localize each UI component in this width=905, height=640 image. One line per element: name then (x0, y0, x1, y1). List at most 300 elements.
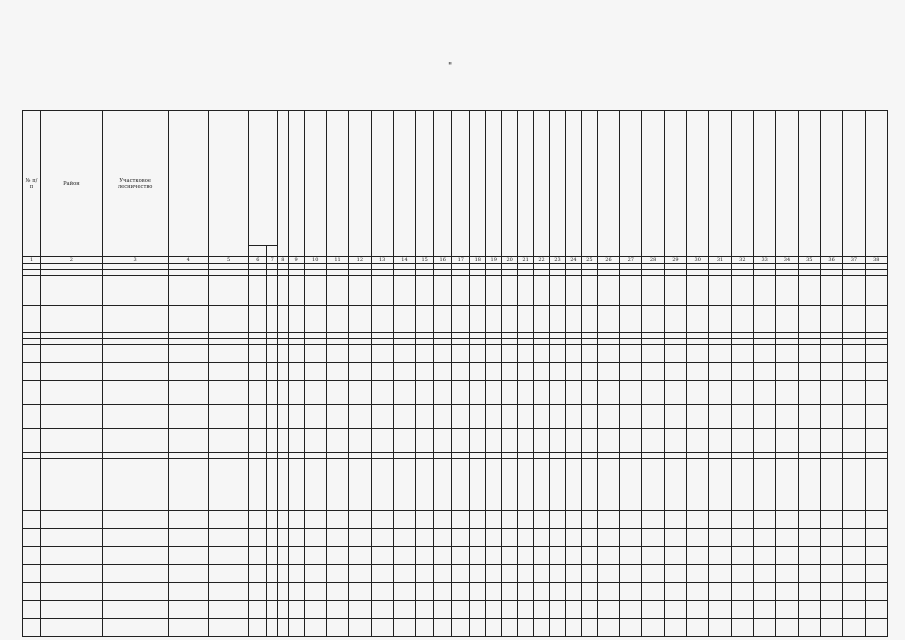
table-cell (534, 529, 550, 547)
table-cell (664, 345, 686, 363)
table-cell (208, 306, 248, 333)
table-cell (843, 547, 865, 565)
column-header (642, 111, 664, 257)
column-number: 13 (371, 257, 393, 264)
table-cell (326, 583, 348, 601)
table-cell (518, 459, 534, 511)
table-cell (597, 565, 619, 583)
table-cell (416, 363, 434, 381)
table-cell (326, 306, 348, 333)
table-cell (597, 459, 619, 511)
table-cell (168, 601, 208, 619)
table-cell (550, 511, 566, 529)
table-cell (23, 511, 41, 529)
table-cell (434, 381, 452, 405)
table-cell (304, 601, 326, 619)
table-cell (371, 601, 393, 619)
table-cell (642, 511, 664, 529)
table-cell (470, 529, 486, 547)
table-cell (278, 565, 289, 583)
table-cell (754, 276, 776, 306)
table-cell (843, 306, 865, 333)
table-cell (664, 547, 686, 565)
table-cell (865, 306, 887, 333)
table-cell (776, 405, 798, 429)
table-cell (518, 619, 534, 637)
table-cell (416, 619, 434, 637)
table-cell (168, 381, 208, 405)
table-cell (550, 565, 566, 583)
table-cell (288, 619, 304, 637)
table-cell (776, 547, 798, 565)
table-cell (620, 276, 642, 306)
table-body (23, 264, 888, 637)
table-cell (798, 565, 820, 583)
table-cell (502, 276, 518, 306)
table-cell (664, 429, 686, 453)
table-cell (709, 511, 731, 529)
table-cell (23, 276, 41, 306)
table-cell (709, 429, 731, 453)
table-cell (278, 429, 289, 453)
table-cell (249, 363, 267, 381)
table-cell (620, 529, 642, 547)
table-cell (249, 345, 267, 363)
table-cell (452, 547, 470, 565)
table-cell (434, 345, 452, 363)
table-cell (393, 565, 415, 583)
table-cell (486, 565, 502, 583)
column-header (581, 111, 597, 257)
table-cell (486, 619, 502, 637)
table-cell (565, 601, 581, 619)
table-cell (486, 276, 502, 306)
column-header (168, 111, 208, 257)
table-cell (664, 306, 686, 333)
column-header (208, 111, 248, 257)
table-cell (371, 529, 393, 547)
table-cell (434, 601, 452, 619)
table-cell (278, 547, 289, 565)
table-cell (798, 547, 820, 565)
table-cell (534, 565, 550, 583)
column-number: 16 (434, 257, 452, 264)
table-cell (518, 429, 534, 453)
table-cell (208, 345, 248, 363)
table-cell (102, 459, 168, 511)
table-cell (326, 601, 348, 619)
table-cell (371, 619, 393, 637)
table-cell (41, 529, 103, 547)
table-cell (865, 345, 887, 363)
table-cell (208, 565, 248, 583)
table-cell (731, 547, 753, 565)
table-cell (664, 511, 686, 529)
table-cell (820, 381, 842, 405)
table-cell (486, 381, 502, 405)
table-cell (518, 565, 534, 583)
table-cell (597, 429, 619, 453)
table-cell (731, 619, 753, 637)
table-row (23, 345, 888, 363)
table-cell (843, 363, 865, 381)
column-number: 22 (534, 257, 550, 264)
table-cell (620, 363, 642, 381)
table-cell (288, 601, 304, 619)
table-cell (288, 381, 304, 405)
table-cell (754, 405, 776, 429)
table-cell (518, 363, 534, 381)
table-cell (664, 529, 686, 547)
table-cell (687, 565, 709, 583)
table-cell (393, 345, 415, 363)
scan-mark: " (448, 62, 453, 72)
table-cell (731, 529, 753, 547)
column-number: 15 (416, 257, 434, 264)
table-cell (102, 405, 168, 429)
table-cell (102, 529, 168, 547)
table-cell (470, 547, 486, 565)
table-cell (326, 405, 348, 429)
table-cell (534, 276, 550, 306)
table-cell (642, 276, 664, 306)
table-cell (326, 459, 348, 511)
table-cell (754, 429, 776, 453)
table-cell (642, 619, 664, 637)
table-cell (349, 306, 371, 333)
table-cell (416, 429, 434, 453)
table-cell (416, 583, 434, 601)
table-cell (41, 345, 103, 363)
table-cell (731, 601, 753, 619)
table-cell (486, 345, 502, 363)
table-cell (267, 459, 278, 511)
column-number: 5 (208, 257, 248, 264)
table-cell (102, 601, 168, 619)
table-cell (393, 306, 415, 333)
column-header (486, 111, 502, 257)
table-cell (597, 547, 619, 565)
column-number: 11 (326, 257, 348, 264)
table-cell (41, 583, 103, 601)
table-cell (865, 601, 887, 619)
table-cell (642, 405, 664, 429)
table-cell (597, 345, 619, 363)
table-cell (502, 547, 518, 565)
table-cell (249, 429, 267, 453)
table-cell (486, 429, 502, 453)
table-cell (288, 511, 304, 529)
table-cell (865, 583, 887, 601)
table-cell (754, 565, 776, 583)
table-cell (687, 583, 709, 601)
table-cell (288, 529, 304, 547)
table-cell (249, 276, 267, 306)
table-cell (565, 565, 581, 583)
table-cell (843, 459, 865, 511)
table-cell (581, 511, 597, 529)
table-cell (687, 306, 709, 333)
table-cell (731, 583, 753, 601)
column-header (502, 111, 518, 257)
column-header (434, 111, 452, 257)
table-cell (393, 601, 415, 619)
table-cell (452, 583, 470, 601)
table-cell (102, 345, 168, 363)
table-cell (102, 565, 168, 583)
table-cell (731, 306, 753, 333)
table-cell (642, 583, 664, 601)
table-cell (502, 405, 518, 429)
column-header (565, 111, 581, 257)
table-cell (168, 306, 208, 333)
table-cell (865, 405, 887, 429)
table-cell (349, 547, 371, 565)
table-cell (731, 276, 753, 306)
table-cell (502, 345, 518, 363)
table-cell (288, 405, 304, 429)
table-cell (565, 345, 581, 363)
table-cell (208, 511, 248, 529)
column-number: 34 (776, 257, 798, 264)
table-cell (278, 363, 289, 381)
table-cell (267, 306, 278, 333)
table-cell (502, 381, 518, 405)
table-cell (208, 529, 248, 547)
table-cell (304, 583, 326, 601)
table-cell (168, 405, 208, 429)
table-cell (865, 565, 887, 583)
table-cell (267, 363, 278, 381)
table-cell (208, 619, 248, 637)
column-number: 33 (754, 257, 776, 264)
table-cell (664, 381, 686, 405)
table-cell (267, 619, 278, 637)
table-cell (620, 583, 642, 601)
column-header-label: Район (63, 180, 80, 187)
table-cell (278, 306, 289, 333)
table-cell (798, 381, 820, 405)
table-cell (565, 381, 581, 405)
table-cell (687, 345, 709, 363)
table-cell (267, 345, 278, 363)
table-cell (620, 405, 642, 429)
table-cell (565, 306, 581, 333)
table-row (23, 363, 888, 381)
table-cell (565, 459, 581, 511)
table-cell (434, 405, 452, 429)
table-cell (518, 601, 534, 619)
column-header (349, 111, 371, 257)
table-cell (820, 429, 842, 453)
table-cell (620, 381, 642, 405)
column-header (664, 111, 686, 257)
table-cell (168, 583, 208, 601)
table-cell (278, 601, 289, 619)
column-header (393, 111, 415, 257)
table-cell (326, 619, 348, 637)
table-cell (349, 511, 371, 529)
table-cell (416, 529, 434, 547)
table-cell (843, 565, 865, 583)
table-cell (664, 405, 686, 429)
table-cell (326, 565, 348, 583)
table-cell (550, 345, 566, 363)
table-cell (502, 583, 518, 601)
table-cell (102, 583, 168, 601)
table-cell (23, 405, 41, 429)
table-cell (754, 583, 776, 601)
table-cell (865, 529, 887, 547)
table-cell (371, 405, 393, 429)
table-cell (267, 601, 278, 619)
column-header (518, 111, 534, 257)
table-row (23, 565, 888, 583)
table-cell (709, 345, 731, 363)
table-cell (865, 459, 887, 511)
table-cell (470, 363, 486, 381)
table-cell (597, 619, 619, 637)
table-cell (102, 363, 168, 381)
table-cell (518, 547, 534, 565)
table-cell (288, 583, 304, 601)
table-cell (416, 459, 434, 511)
table-cell (470, 459, 486, 511)
table-cell (550, 583, 566, 601)
table-cell (550, 601, 566, 619)
column-header (687, 111, 709, 257)
table-cell (23, 459, 41, 511)
table-cell (664, 619, 686, 637)
table-cell (393, 511, 415, 529)
table-cell (249, 529, 267, 547)
table-cell (288, 363, 304, 381)
table-cell (349, 459, 371, 511)
table-cell (249, 381, 267, 405)
table-cell (581, 601, 597, 619)
table-cell (486, 405, 502, 429)
table-cell (416, 276, 434, 306)
table-cell (731, 565, 753, 583)
table-cell (249, 565, 267, 583)
table-cell (502, 565, 518, 583)
table-cell (416, 345, 434, 363)
table-cell (709, 619, 731, 637)
table-cell (249, 306, 267, 333)
table-cell (550, 381, 566, 405)
table-cell (249, 459, 267, 511)
table-cell (687, 619, 709, 637)
table-cell (371, 276, 393, 306)
table-cell (581, 363, 597, 381)
table-row (23, 306, 888, 333)
table-cell (620, 565, 642, 583)
table-cell (371, 429, 393, 453)
table-cell (23, 363, 41, 381)
table-cell (620, 619, 642, 637)
table-cell (349, 601, 371, 619)
table-cell (434, 429, 452, 453)
table-cell (820, 276, 842, 306)
table-cell (168, 547, 208, 565)
table-cell (326, 363, 348, 381)
table-row (23, 583, 888, 601)
table-cell (434, 459, 452, 511)
table-cell (709, 363, 731, 381)
table-cell (820, 565, 842, 583)
table-cell (687, 381, 709, 405)
column-number: 30 (687, 257, 709, 264)
table-cell (798, 583, 820, 601)
table-cell (843, 583, 865, 601)
table-cell (102, 306, 168, 333)
table-cell (518, 529, 534, 547)
table-cell (534, 459, 550, 511)
table-cell (642, 459, 664, 511)
table-cell (452, 429, 470, 453)
table-cell (486, 459, 502, 511)
table-cell (820, 405, 842, 429)
table-cell (731, 429, 753, 453)
table-cell (550, 276, 566, 306)
table-cell (581, 381, 597, 405)
table-cell (41, 565, 103, 583)
table-cell (371, 381, 393, 405)
table-cell (709, 565, 731, 583)
table-cell (349, 381, 371, 405)
table-cell (776, 529, 798, 547)
table-cell (267, 547, 278, 565)
table-cell (534, 619, 550, 637)
column-header (776, 111, 798, 257)
table-cell (304, 429, 326, 453)
table-cell (288, 276, 304, 306)
table-cell (581, 619, 597, 637)
table-cell (731, 363, 753, 381)
table-cell (349, 429, 371, 453)
table-cell (709, 276, 731, 306)
table-cell (486, 306, 502, 333)
table-cell (41, 405, 103, 429)
table-cell (470, 276, 486, 306)
table-cell (371, 565, 393, 583)
table-cell (486, 547, 502, 565)
table-cell (754, 306, 776, 333)
table-cell (452, 565, 470, 583)
table-cell (452, 619, 470, 637)
table-cell (550, 619, 566, 637)
table-cell (434, 547, 452, 565)
table-cell (349, 363, 371, 381)
table-cell (754, 511, 776, 529)
table-cell (550, 529, 566, 547)
table-cell (581, 429, 597, 453)
table-cell (776, 511, 798, 529)
table-cell (434, 565, 452, 583)
table-cell (581, 529, 597, 547)
table-cell (486, 529, 502, 547)
table-cell (550, 306, 566, 333)
table-cell (23, 619, 41, 637)
table-cell (865, 619, 887, 637)
table-cell (168, 459, 208, 511)
table-cell (620, 459, 642, 511)
table-cell (502, 511, 518, 529)
table-cell (865, 547, 887, 565)
table-cell (534, 306, 550, 333)
table-cell (452, 405, 470, 429)
table-cell (731, 381, 753, 405)
